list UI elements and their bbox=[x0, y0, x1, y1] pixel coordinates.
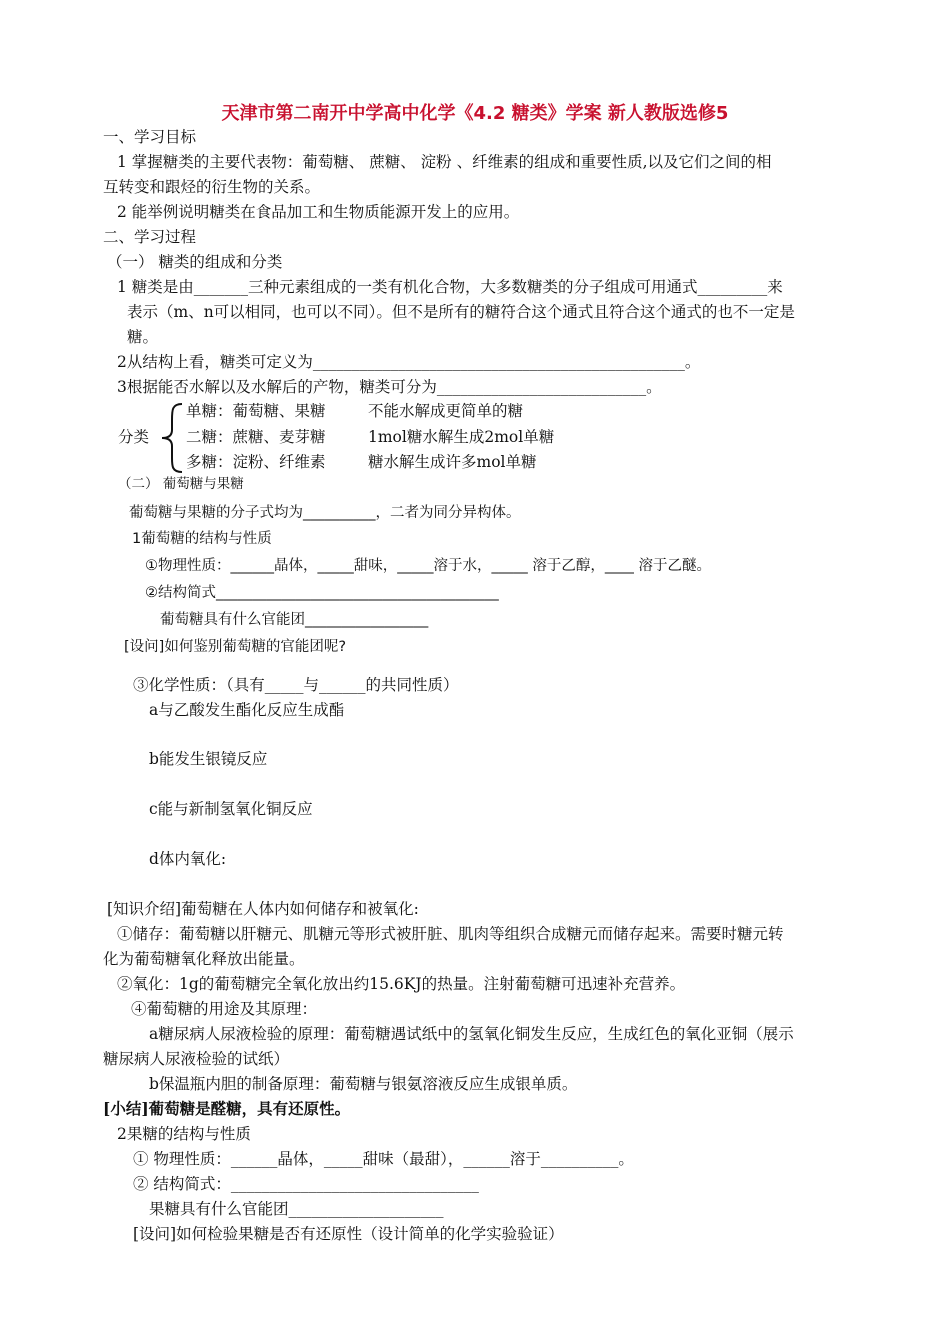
text-line: d体内氧化: bbox=[149, 850, 227, 868]
document-title: 天津市第二南开中学高中化学《4.2 糖类》学案 新人教版选修5 bbox=[221, 103, 729, 124]
text-line: 葡萄糖具有什么官能团_________________ bbox=[160, 612, 429, 628]
text-line: a与乙酸发生酯化反应生成酯 bbox=[149, 701, 345, 719]
text-line: 2果糖的结构与性质 bbox=[117, 1125, 251, 1143]
text-line: ②氧化：1g的葡萄糖完全氧化放出约15.6KJ的热量。注射葡萄糖可迅速补充营养。 bbox=[117, 975, 686, 993]
text-line: 1 糖类是由_______三种元素组成的一类有机化合物，大多数糖类的分子组成可用通式_________来 bbox=[117, 278, 783, 296]
text-line: ③化学性质：（具有_____与______的共同性质） bbox=[133, 676, 459, 694]
class-item-name: 单糖：葡萄糖、果糖 bbox=[186, 402, 326, 420]
summary-line: [小结]葡萄糖是醛糖，具有还原性。 bbox=[103, 1099, 351, 1118]
text-line: 互转变和跟烃的衍生物的关系。 bbox=[103, 178, 321, 196]
question-line: [设问]如何鉴别葡萄糖的官能团呢? bbox=[124, 639, 347, 655]
text-line: b保温瓶内胆的制备原理：葡萄糖与银氨溶液反应生成银单质。 bbox=[149, 1075, 578, 1093]
section-heading: 二、学习过程 bbox=[103, 228, 197, 246]
class-item-desc: 1mol糖水解生成2mol单糖 bbox=[368, 428, 555, 446]
text-line: ② 结构简式：________________________________ bbox=[133, 1175, 479, 1193]
text-line: 葡萄糖与果糖的分子式均为__________，二者为同分异构体。 bbox=[129, 505, 521, 521]
text-line: 2从结构上看，糖类可定义为________________________________________________。 bbox=[117, 353, 701, 371]
brace-icon bbox=[158, 402, 188, 474]
text-line: 化为葡萄糖氧化释放出能量。 bbox=[103, 950, 305, 968]
subsection-heading: （一） 糖类的组成和分类 bbox=[107, 253, 283, 271]
text-line: 果糖具有什么官能团____________________ bbox=[149, 1200, 444, 1218]
class-item-desc: 不能水解成更简单的糖 bbox=[368, 402, 524, 420]
text-line: ②结构简式_______________________________________ bbox=[145, 585, 499, 601]
text-line: ④葡萄糖的用途及其原理： bbox=[131, 1000, 318, 1018]
text-line: 糖尿病人尿液检验的试纸） bbox=[103, 1050, 290, 1068]
text-line: 表示（m、n可以相同，也可以不同）。但不是所有的糖符合这个通式且符合这个通式的也不一定是 bbox=[127, 303, 795, 321]
text-line: 1 掌握糖类的主要代表物：葡萄糖、 蔗糖、 淀粉 、纤维素的组成和重要性质,以及它们之间的相 bbox=[117, 153, 772, 171]
text-line: [知识介绍]葡萄糖在人体内如何储存和被氧化: bbox=[107, 900, 419, 918]
text-line: a糖尿病人尿液检验的原理：葡萄糖遇试纸中的氢氧化铜发生反应，生成红色的氧化亚铜（展示 bbox=[149, 1025, 794, 1043]
question-line: [设问]如何检验果糖是否有还原性（设计简单的化学实验验证） bbox=[133, 1225, 564, 1243]
class-item-name: 多糖：淀粉、纤维素 bbox=[186, 453, 326, 471]
text-line: 1葡萄糖的结构与性质 bbox=[132, 531, 272, 547]
classification-label: 分类 bbox=[118, 428, 150, 446]
class-item-name: 二糖：蔗糖、麦芽糖 bbox=[186, 428, 326, 446]
text-line: 3根据能否水解以及水解后的产物，糖类可分为___________________________。 bbox=[117, 378, 662, 396]
class-item-desc: 糖水解生成许多mol单糖 bbox=[368, 453, 537, 471]
text-line: ①物理性质：______晶体，_____甜味，_____溶于水，_____ 溶于乙醇，____ 溶于乙醚。 bbox=[145, 558, 711, 574]
text-line: c能与新制氢氧化铜反应 bbox=[149, 800, 313, 818]
text-line: 2 能举例说明糖类在食品加工和生物质能源开发上的应用。 bbox=[117, 203, 520, 221]
subsection-heading: （二） 葡萄糖与果糖 bbox=[118, 476, 244, 492]
section-heading: 一、学习目标 bbox=[103, 128, 197, 146]
text-line: b能发生银镜反应 bbox=[149, 750, 268, 768]
text-line: ① 物理性质：______晶体，_____甜味（最甜），______溶于__________。 bbox=[133, 1150, 634, 1168]
text-line: 糖。 bbox=[127, 328, 159, 346]
text-line: ①储存：葡萄糖以肝糖元、肌糖元等形式被肝脏、肌肉等组织合成糖元而储存起来。需要时糖元转 bbox=[117, 925, 784, 943]
